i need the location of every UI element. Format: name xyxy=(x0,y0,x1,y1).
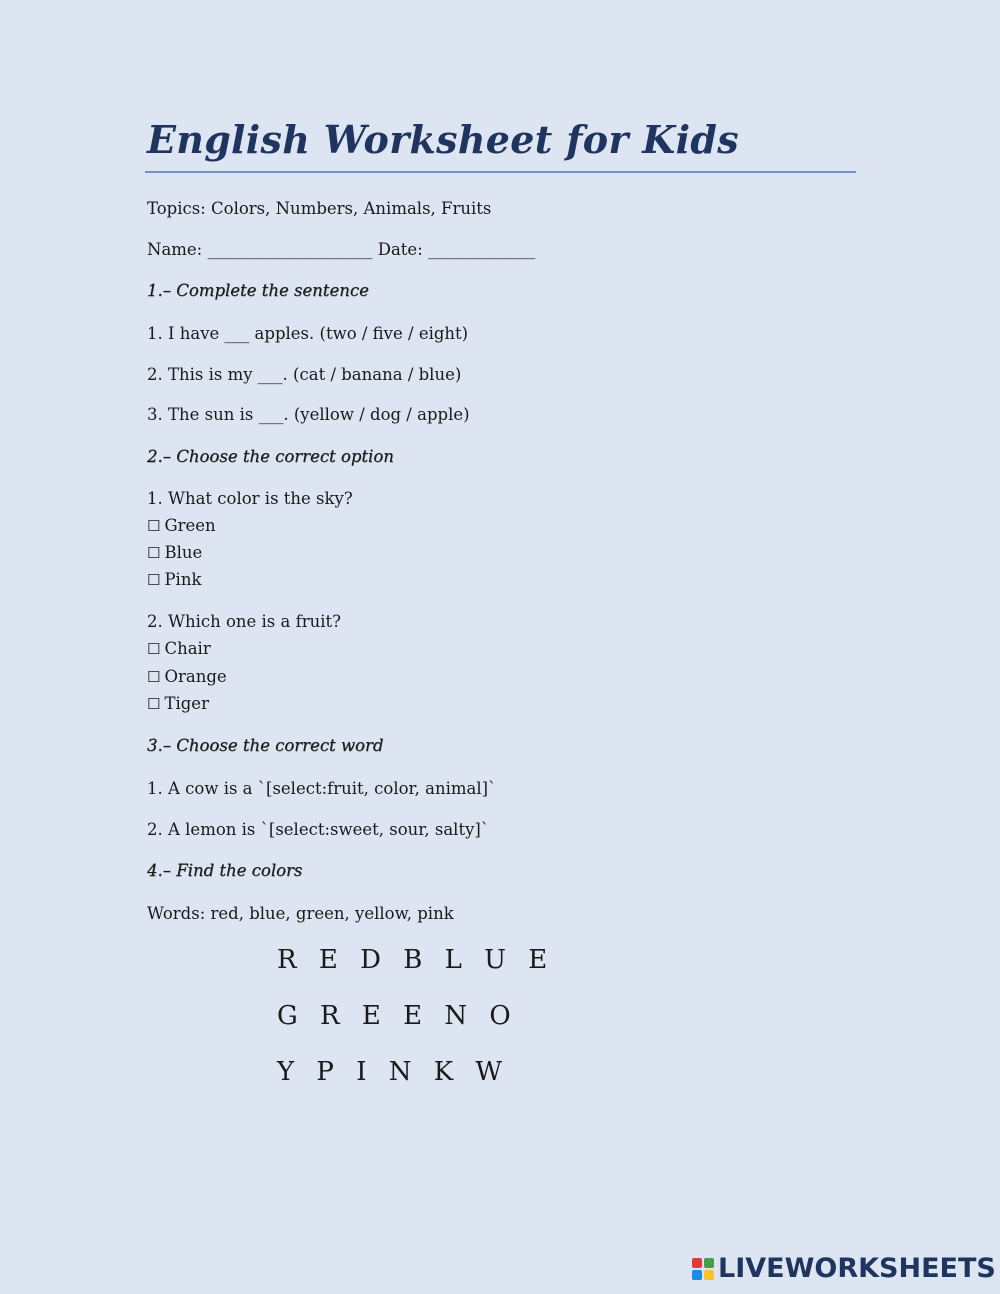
sentence-item: 1. I have ___ apples. (two / five / eight) xyxy=(147,324,469,343)
option-pink[interactable]: ☐ Pink xyxy=(147,570,202,589)
sentence-item: 2. This is my ___. (cat / banana / blue) xyxy=(147,365,462,384)
topics-line: Topics: Colors, Numbers, Animals, Fruits xyxy=(147,199,492,218)
section3-heading: 3.– Choose the correct word xyxy=(147,736,384,755)
checkbox-icon[interactable]: ☐ xyxy=(147,571,161,589)
select-item: 2. A lemon is `[select:sweet, sour, salty]` xyxy=(147,820,490,839)
logo-squares-icon xyxy=(692,1258,714,1280)
letter-grid-row: R E D B L U E xyxy=(277,945,555,975)
option-orange[interactable]: ☐ Orange xyxy=(147,667,227,686)
checkbox-icon[interactable]: ☐ xyxy=(147,695,161,713)
name-date-line: Name: ____________________ Date: _____________ xyxy=(147,240,536,259)
checkbox-icon[interactable]: ☐ xyxy=(147,544,161,562)
logo-text: LIVEWORKSHEETS xyxy=(718,1253,996,1284)
section1-heading: 1.– Complete the sentence xyxy=(147,281,369,300)
logo-square xyxy=(704,1270,714,1280)
checkbox-icon[interactable]: ☐ xyxy=(147,668,161,686)
option-tiger[interactable]: ☐ Tiger xyxy=(147,694,209,713)
option-blue[interactable]: ☐ Blue xyxy=(147,543,203,562)
worksheet-title: English Worksheet for Kids xyxy=(147,117,739,162)
letter-grid-row: G R E E N O xyxy=(277,1001,518,1031)
select-item: 1. A cow is a `[select:fruit, color, animal]` xyxy=(147,779,497,798)
logo-square xyxy=(692,1258,702,1268)
question-sky: 1. What color is the sky? xyxy=(147,489,353,508)
logo-square xyxy=(704,1258,714,1268)
logo-square xyxy=(692,1270,702,1280)
question-fruit: 2. Which one is a fruit? xyxy=(147,612,341,631)
section2-heading: 2.– Choose the correct option xyxy=(147,447,394,466)
checkbox-icon[interactable]: ☐ xyxy=(147,517,161,535)
sentence-item: 3. The sun is ___. (yellow / dog / apple) xyxy=(147,405,470,424)
title-divider xyxy=(145,171,856,173)
section4-heading: 4.– Find the colors xyxy=(147,861,303,880)
liveworksheets-logo xyxy=(692,1253,996,1284)
words-list: Words: red, blue, green, yellow, pink xyxy=(147,904,454,923)
letter-grid-row: Y P I N K W xyxy=(277,1057,510,1087)
option-chair[interactable]: ☐ Chair xyxy=(147,639,211,658)
option-green[interactable]: ☐ Green xyxy=(147,516,216,535)
checkbox-icon[interactable]: ☐ xyxy=(147,640,161,658)
